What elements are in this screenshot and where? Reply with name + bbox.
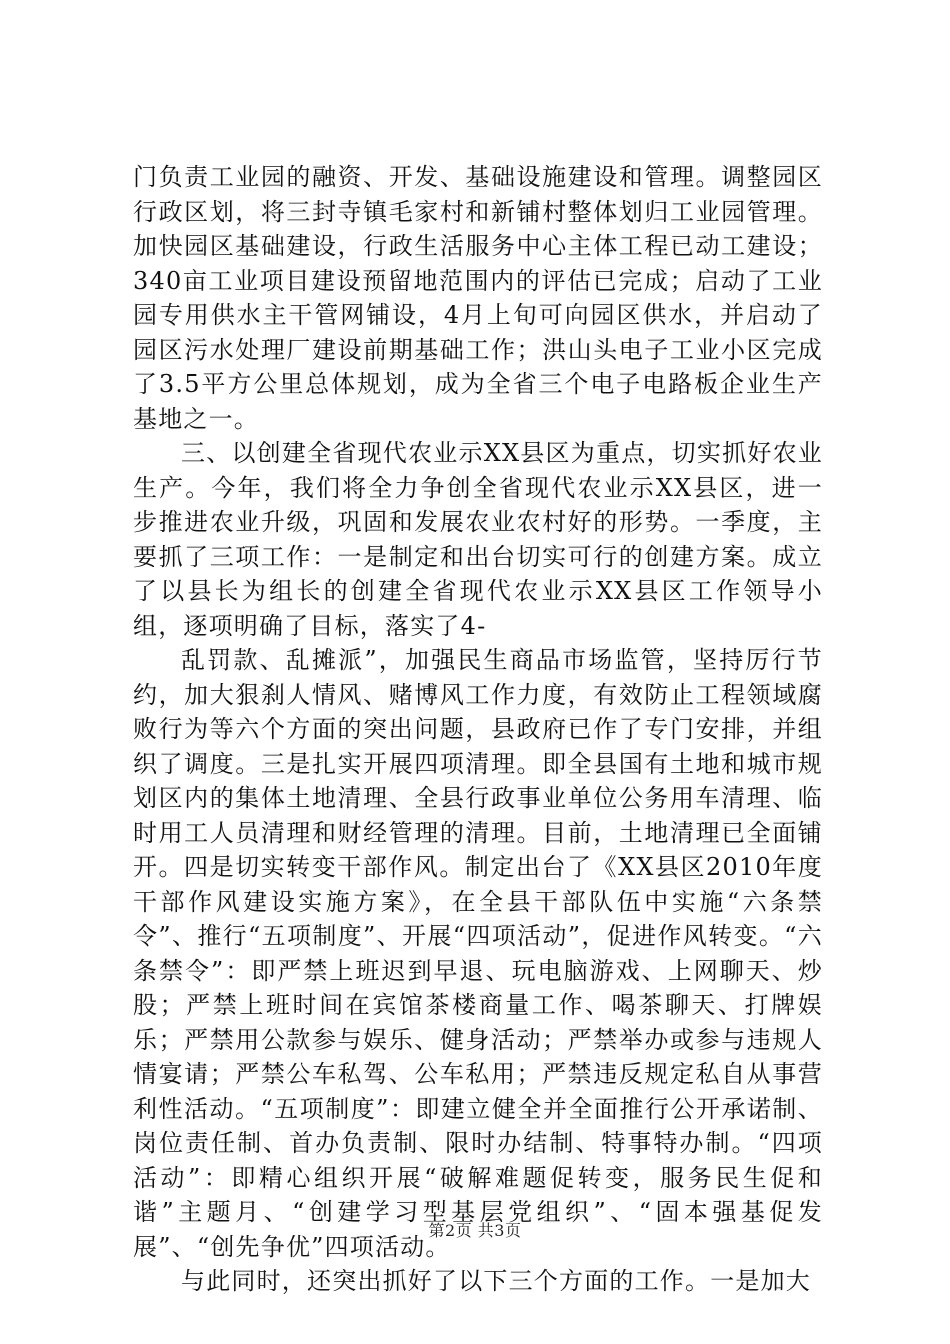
document-body: [133, 160, 823, 1299]
paragraph-4: 与此同时，还突出抓好了以下三个方面的工作。一是加大: [181, 1267, 811, 1295]
paragraph-2: 三、以创建全省现代农业示XX县区为重点，切实抓好农业生产。今年，我们将全力争创全省现代农业示XX县区，进一步推进农业升级，巩固和发展农业农村好的形势。一季度，主要抓了三项工作：一是制定和出台切实可行的创建方案。成立了以县长为组长的创建全省现代农业示XX县区工作领导小组，逐项明确了目标，落实了4-: [133, 439, 823, 640]
page-footer: 第2页 共3页: [428, 1221, 522, 1240]
paragraph-1: 门负责工业园的融资、开发、基础设施建设和管理。调整园区行政区划，将三封寺镇毛家村和新铺村整体划归工业园管理。加快园区基础建设，行政生活服务中心主体工程已动工建设；340亩工业项目建设预留地范围内的评估已完成；启动了工业园专用供水主干管网铺设，4月上旬可向园区供水，并启动了园区污水处理厂建设前期基础工作；洪山头电子工业小区完成了3.5平方公里总体规划，成为全省三个电子电路板企业生产基地之一。: [133, 163, 823, 433]
paragraph-3: 乱罚款、乱摊派”，加强民生商品市场监管，坚持厉行节约，加大狠刹人情风、赌博风工作力度，有效防止工程领域腐败行为等六个方面的突出问题，县政府已作了专门安排，并组织了调度。三是扎实开展四项清理。即全县国有土地和城市规划区内的集体土地清理、全县行政事业单位公务用车清理、临时用工人员清理和财经管理的清理。目前，土地清理已全面铺开。四是切实转变干部作风。制定出台了《XX县区2010年度干部作风建设实施方案》，在全县干部队伍中实施“六条禁令”、推行“五项制度”、开展“四项活动”，促进作风转变。“六条禁令”：即严禁上班迟到早退、玩电脑游戏、上网聊天、炒股；严禁上班时间在宾馆茶楼商量工作、喝茶聊天、打牌娱乐；严禁用公款参与娱乐、健身活动；严禁举办或参与违规人情宴请；严禁公车私驾、公车私用；严禁违反规定私自从事营利性活动。“五项制度”：即建立健全并全面推行公开承诺制、岗位责任制、首办负责制、限时办结制、特事特办制。“四项活动”：即精心组织开展“破解难题促转变，服务民生促和谐”主题月、“创建学习型基层党组织”、“固本强基促发展”、“创先争优”四项活动。: [133, 646, 823, 1261]
